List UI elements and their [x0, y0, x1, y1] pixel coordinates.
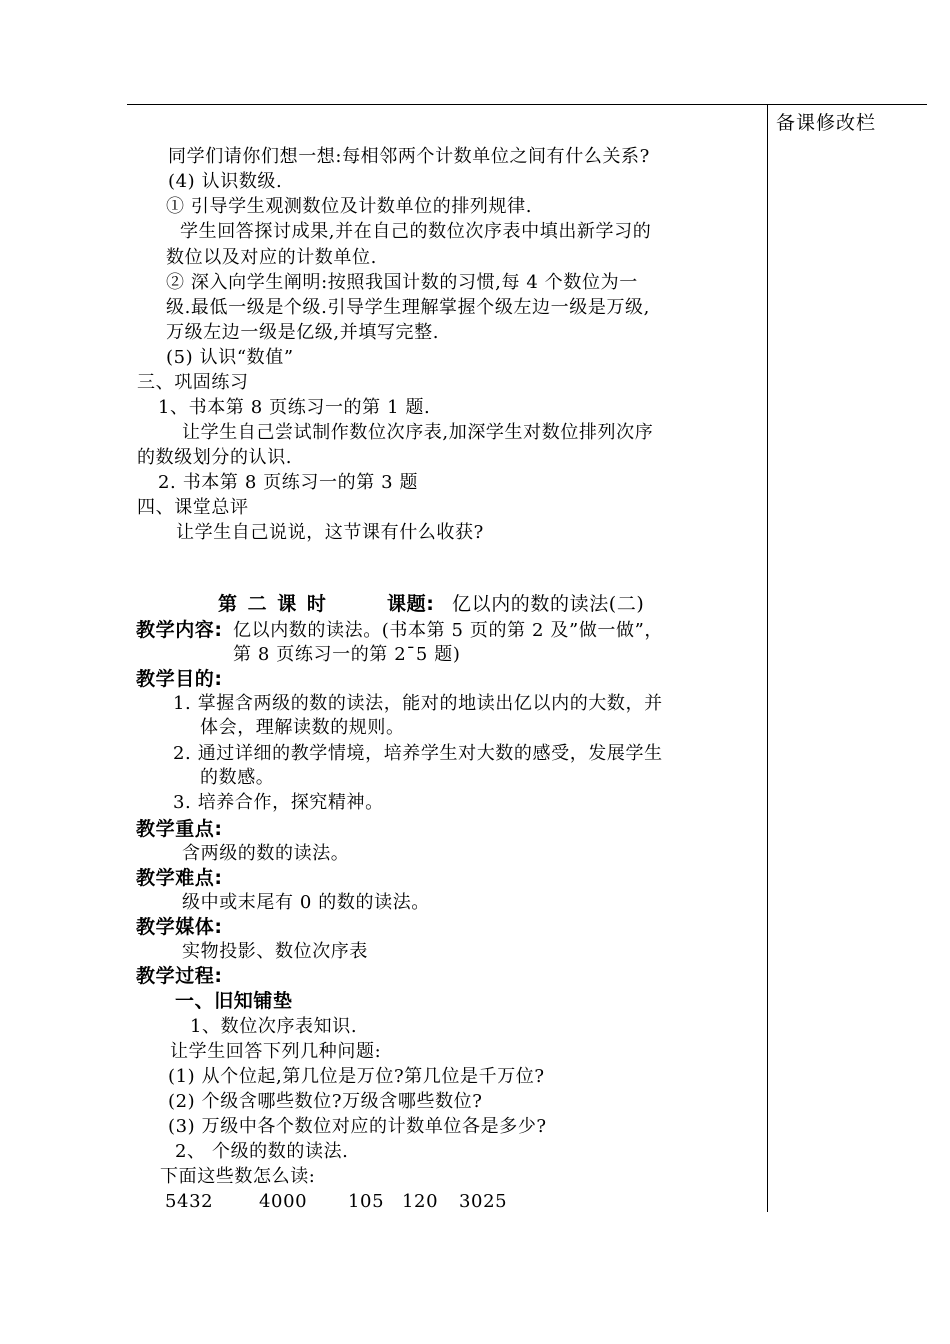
process-line: (1) 从个位起,第几位是万位?第几位是千万位?: [168, 1066, 545, 1087]
text-line: (5) 认识“数值”: [166, 347, 294, 368]
number-list: [165, 1191, 507, 1213]
text-line: 级.最低一级是个级.引导学生理解掌握个级左边一级是万级,: [166, 297, 650, 318]
key-text: 含两级的数的读法。: [182, 843, 350, 864]
key-label: 教学重点:: [136, 818, 223, 840]
section-heading: 四、课堂总评: [137, 497, 249, 518]
number-item: 120: [402, 1191, 439, 1212]
process-line: 让学生回答下列几种问题:: [170, 1041, 382, 1062]
process-line: 下面这些数怎么读:: [160, 1166, 316, 1187]
media-label: 教学媒体:: [136, 916, 223, 938]
text-line: (4) 认识数级.: [168, 171, 283, 192]
topic-label: 课题:: [387, 593, 435, 615]
number-item: 5432: [165, 1191, 214, 1212]
sidebar-header: 备课修改栏: [776, 112, 877, 134]
goal-item: 的数感。: [200, 767, 275, 788]
text-line: 数位以及对应的计数单位.: [166, 247, 377, 268]
goal-item: 体会，理解读数的规则。: [200, 717, 405, 738]
number-item: 3025: [459, 1191, 508, 1212]
text-line: 的数级划分的认识.: [137, 447, 293, 468]
difficulty-text: 级中或末尾有 0 的数的读法。: [182, 892, 430, 913]
section-heading: 三、巩固练习: [137, 372, 249, 393]
goals-label: 教学目的:: [136, 668, 223, 690]
content-text: 亿以内数的读法。(书本第 5 页的第 2 及”做一做”，: [233, 620, 664, 641]
process-line: 1、数位次序表知识.: [190, 1016, 358, 1037]
step-title: 一、旧知铺垫: [175, 990, 293, 1012]
process-line: (2) 个级含哪些数位?万级含哪些数位?: [168, 1091, 483, 1112]
media-text: 实物投影、数位次序表: [182, 941, 368, 962]
lesson-period: 第 二 课 时: [218, 593, 328, 615]
text-line: 万级左边一级是亿级,并填写完整.: [166, 322, 440, 343]
process-line: 2、 个级的数的读法.: [175, 1141, 349, 1162]
text-line: 让学生自己说说，这节课有什么收获?: [176, 522, 484, 543]
text-line: 学生回答探讨成果,并在自己的数位次序表中填出新学习的: [180, 221, 652, 242]
text-line: 1、书本第 8 页练习一的第 1 题.: [158, 397, 431, 418]
goal-item: 3. 培养合作，探究精神。: [173, 792, 384, 813]
lesson-topic: 亿以内的数的读法(二): [452, 593, 645, 615]
difficulty-label: 教学难点:: [136, 867, 223, 889]
top-rule: [127, 104, 927, 105]
text-line: 2. 书本第 8 页练习一的第 3 题: [158, 472, 419, 493]
process-label: 教学过程:: [136, 965, 223, 987]
text-line: ① 引导学生观测数位及计数单位的排列规律.: [166, 196, 533, 217]
text-line: 让学生自己尝试制作数位次序表,加深学生对数位排列次序: [182, 422, 654, 443]
sidebar-divider: [767, 104, 768, 1212]
text-line: ② 深入向学生阐明:按照我国计数的习惯,每 4 个数位为一: [166, 272, 638, 293]
number-item: 105: [348, 1191, 385, 1212]
process-line: (3) 万级中各个数位对应的计数单位各是多少?: [168, 1116, 547, 1137]
content-label: 教学内容:: [136, 619, 223, 641]
goal-item: 1. 掌握含两级的数的读法，能对的地读出亿以内的大数，并: [173, 693, 663, 714]
content-text: 第 8 页练习一的第 2¯5 题): [233, 644, 461, 665]
goal-item: 2. 通过详细的教学情境，培养学生对大数的感受，发展学生: [173, 743, 663, 764]
number-item: 4000: [259, 1191, 308, 1212]
text-line: 同学们请你们想一想:每相邻两个计数单位之间有什么关系?: [168, 146, 650, 167]
